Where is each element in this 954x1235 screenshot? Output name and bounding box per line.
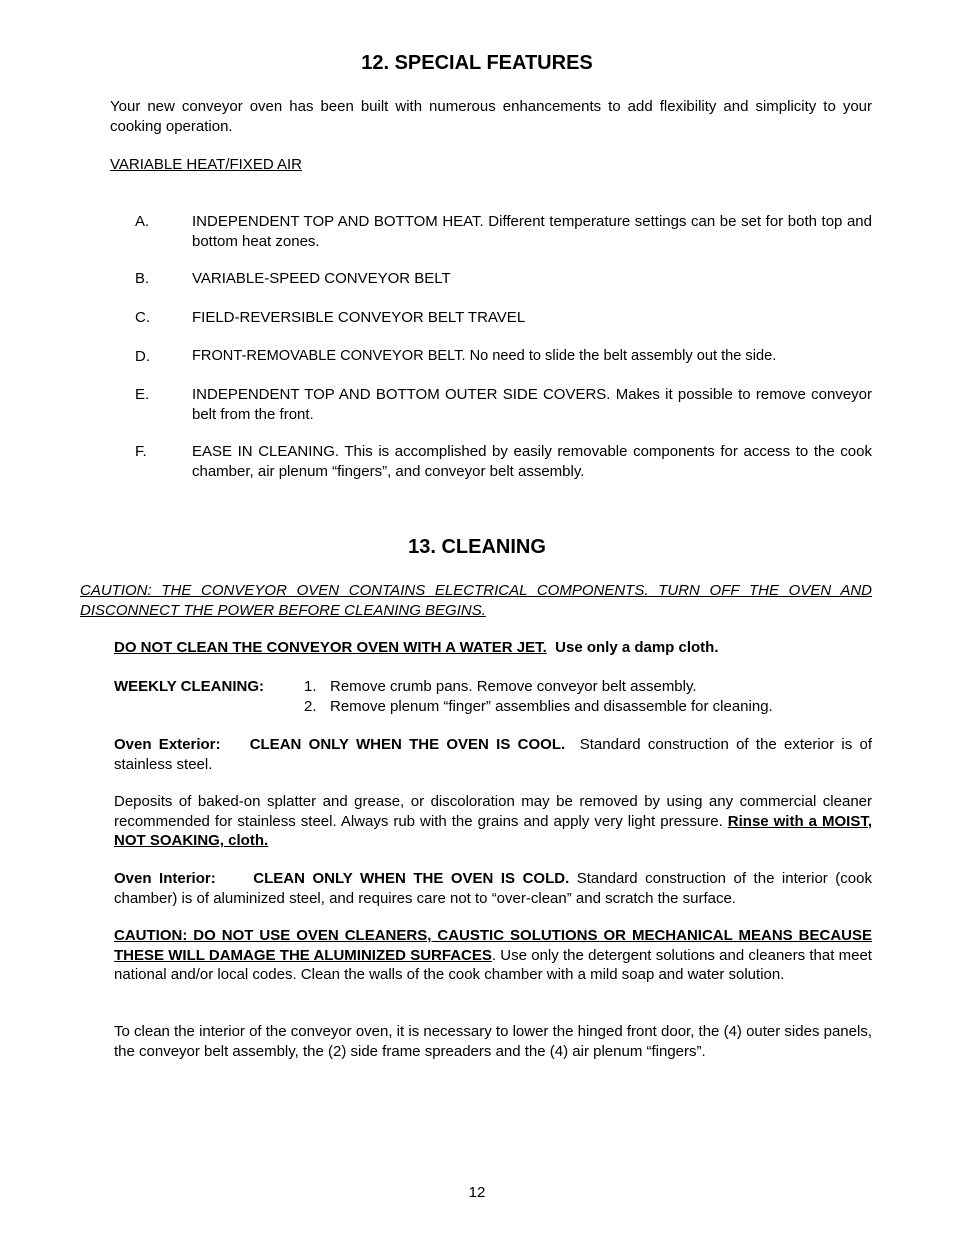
oven-interior-text: Standard construction of the interior (cook chamber) is of aluminized steel, and requires care not to “over-clean” and scratch the surface. xyxy=(114,870,872,907)
caution-cleaners: CAUTION: DO NOT USE OVEN CLEANERS, CAUSTIC SOLUTIONS OR MECHANICAL MEANS BECAUSE THESE WILL DAMAGE THE ALUMINIZED SURFACES xyxy=(114,927,872,964)
oven-interior-paragraph xyxy=(114,869,872,908)
final-paragraph: To clean the interior of the conveyor oven, it is necessary to lower the hinged front door, the (4) outer sides panels, the conveyor belt assembly, the (2) side frame spreaders and the (4) air plenum “fingers”. xyxy=(114,1023,872,1060)
weekly-step-number: 1. xyxy=(304,678,317,695)
section-12-intro: Your new conveyor oven has been built with numerous enhancements to add flexibility and simplicity to your cooking operation. xyxy=(110,98,872,135)
caution-electrical: CAUTION: THE CONVEYOR OVEN CONTAINS ELECTRICAL COMPONENTS. TURN OFF THE OVEN AND DISCONNECT THE POWER BEFORE CLEANING BEGINS. xyxy=(80,582,872,619)
deposits-paragraph xyxy=(114,792,872,851)
list-item-letter: B. xyxy=(135,270,150,287)
oven-exterior-warning: CLEAN ONLY WHEN THE OVEN IS COOL. xyxy=(249,736,566,753)
oven-exterior-paragraph xyxy=(114,735,872,774)
page-number: 12 xyxy=(468,1184,486,1201)
list-item: FRONT-REMOVABLE CONVEYOR BELT. No need to slide the belt assembly out the side. xyxy=(192,348,777,364)
rinse-instruction: Rinse with a MOIST, NOT SOAKING, cloth. xyxy=(114,812,872,849)
oven-interior-label: Oven Interior: xyxy=(114,870,216,887)
caution-cleaners-paragraph xyxy=(114,926,872,985)
list-item-letter: E. xyxy=(135,386,150,403)
oven-exterior-text: Standard construction of the exterior is of stainless steel. xyxy=(114,736,872,773)
list-item-letter: A. xyxy=(135,213,150,230)
section-12-title: 12. SPECIAL FEATURES xyxy=(361,52,593,74)
subheading-variable-heat: VARIABLE HEAT/FIXED AIR xyxy=(110,156,302,173)
damp-cloth-text: Use only a damp cloth. xyxy=(555,639,719,656)
list-item: EASE IN CLEANING. This is accomplished by easily removable components for access to the cook chamber, air plenum “fingers”, and conveyor belt assembly. xyxy=(192,443,872,480)
weekly-cleaning-label: WEEKLY CLEANING: xyxy=(114,678,265,695)
weekly-step: Remove crumb pans. Remove conveyor belt assembly. xyxy=(330,678,697,695)
section-13-title: 13. CLEANING xyxy=(408,536,546,558)
weekly-step-number: 2. xyxy=(304,698,317,715)
oven-interior-warning: CLEAN ONLY WHEN THE OVEN IS COLD. xyxy=(253,870,570,887)
list-item-letter: D. xyxy=(135,348,150,365)
list-item: INDEPENDENT TOP AND BOTTOM OUTER SIDE COVERS. Makes it possible to remove conveyor belt from the front. xyxy=(192,386,872,423)
list-item: VARIABLE-SPEED CONVEYOR BELT xyxy=(192,270,451,287)
deposits-text: Deposits of baked-on splatter and grease, or discoloration may be removed by using any commercial cleaner recommended for stainless steel. Always rub with the grains and apply very light pressure. xyxy=(114,793,872,830)
list-item-letter: C. xyxy=(135,309,150,326)
list-item: FIELD-REVERSIBLE CONVEYOR BELT TRAVEL xyxy=(192,309,526,326)
oven-exterior-label: Oven Exterior: xyxy=(114,736,221,753)
weekly-step: Remove plenum “finger” assemblies and disassemble for cleaning. xyxy=(330,698,773,715)
water-jet-warning xyxy=(114,638,872,658)
list-item: INDEPENDENT TOP AND BOTTOM HEAT. Different temperature settings can be set for both top and bottom heat zones. xyxy=(192,213,872,250)
no-water-jet-text: DO NOT CLEAN THE CONVEYOR OVEN WITH A WATER JET. xyxy=(114,639,547,656)
list-item-letter: F. xyxy=(135,443,147,460)
caution-cleaners-rest: . Use only the detergent solutions and cleaners that meet national and/or local codes. Clean the walls of the cook chamber with a mild soap and water solution. xyxy=(114,946,872,983)
